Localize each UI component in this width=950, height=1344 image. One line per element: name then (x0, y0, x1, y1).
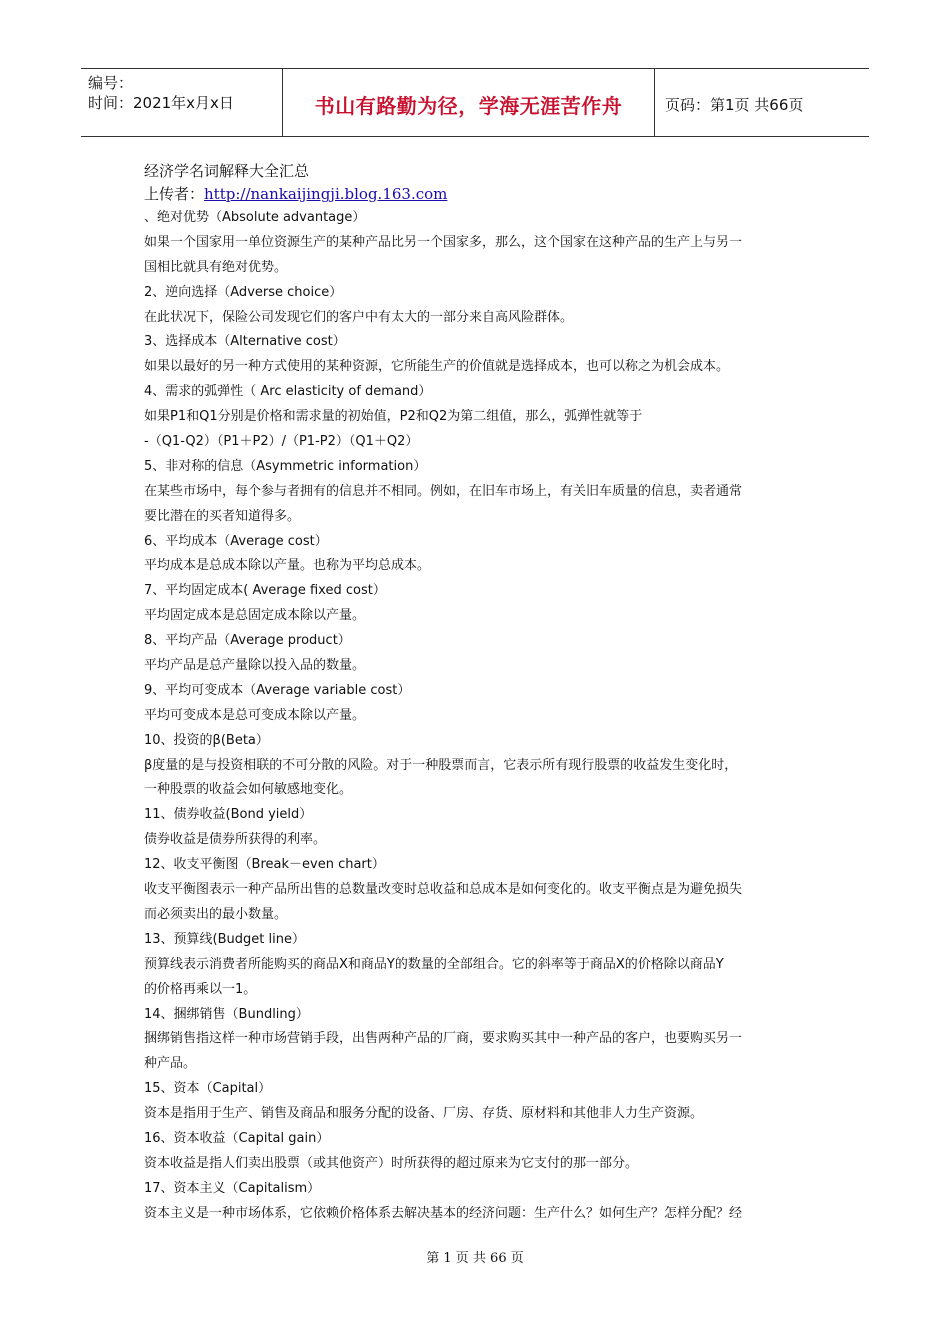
page-number-label: 页码：第1页 共66页 (665, 96, 804, 114)
time-label: 时间：2021年x月x日 (88, 94, 234, 112)
text-line: 捆绑销售指这样一种市场营销手段，出售两种产品的厂商，要求购买其中一种产品的客户，也要购买另一 (144, 1031, 743, 1047)
header-page-cell (655, 69, 869, 136)
text-line: 如果以最好的另一种方式使用的某种资源，它所能生产的价值就是选择成本，也可以称之为机会成本。 (144, 359, 730, 375)
text-line: 10、投资的β(Beta） (144, 732, 269, 748)
text-line: 6、平均成本（Average cost） (144, 533, 328, 549)
text-line: 资本收益是指人们卖出股票（或其他资产）时所获得的超过原来为它支付的那一部分。 (144, 1155, 639, 1171)
text-line: 、绝对优势（Absolute advantage） (144, 210, 366, 225)
entry-list (144, 206, 814, 1227)
text-line: 平均成本是总成本除以产量。也称为平均总成本。 (144, 558, 431, 574)
motto-text: 书山有路勤为径，学海无涯苦作舟 (314, 94, 623, 118)
text-line: 8、平均产品（Average product） (144, 633, 351, 649)
header-meta-cell (81, 69, 283, 136)
text-line: 而必须卖出的最小数量。 (144, 906, 288, 922)
text-line: 在此状况下，保险公司发现它们的客户中有太大的一部分来自高风险群体。 (144, 309, 574, 325)
number-label: 编号： (88, 74, 134, 92)
text-line: 15、资本（Capital） (144, 1081, 272, 1097)
text-line: 2、逆向选择（Adverse choice） (144, 284, 343, 300)
uploader-link[interactable]: http://nankaijingji.blog.163.com (204, 185, 448, 203)
text-line: 在某些市场中，每个参与者拥有的信息并不相同。例如，在旧车市场上，有关旧车质量的信息，卖者通常 (144, 483, 743, 499)
text-line: 如果一个国家用一单位资源生产的某种产品比另一个国家多，那么，这个国家在这种产品的生产上与另一 (144, 234, 743, 250)
document-header (81, 68, 869, 137)
text-line: 种产品。 (144, 1056, 197, 1072)
text-line: 资本主义是一种市场体系，它依赖价格体系去解决基本的经济问题：生产什么？如何生产？怎样分配？经 (144, 1205, 743, 1221)
text-line: 一种股票的收益会如何敏感地变化。 (144, 782, 353, 798)
uploader-label: 上传者： (144, 185, 205, 203)
text-line: 的价格再乘以一1。 (144, 981, 257, 997)
text-line: 平均固定成本是总固定成本除以产量。 (144, 608, 366, 624)
text-line: 如果P1和Q1分别是价格和需求量的初始值，P2和Q2为第二组值，那么，弧弹性就等于 (144, 409, 643, 425)
text-line: 平均可变成本是总可变成本除以产量。 (144, 707, 366, 723)
document-title: 经济学名词解释大全汇总 (144, 162, 310, 180)
text-line: β度量的是与投资相联的不可分散的风险。对于一种股票而言，它表示所有现行股票的收益发生变化时， (144, 757, 738, 773)
header-motto-cell (283, 69, 655, 136)
text-line: 14、捆绑销售（Bundling） (144, 1006, 309, 1022)
page-footer: 第 1 页 共 66 页 (426, 1251, 524, 1266)
text-line: 5、非对称的信息（Asymmetric information） (144, 458, 427, 474)
text-line: 12、收支平衡图（Break－even chart） (144, 857, 385, 873)
text-line: 7、平均固定成本( Average fixed cost） (144, 583, 386, 599)
document-body (144, 160, 814, 1227)
text-line: 3、选择成本（Alternative cost） (144, 334, 346, 350)
text-line: 16、资本收益（Capital gain） (144, 1130, 330, 1146)
text-line: 要比潜在的买者知道得多。 (144, 508, 301, 524)
text-line: 13、预算线(Budget line） (144, 931, 305, 947)
uploader-line (144, 182, 814, 206)
text-line: 平均产品是总产量除以投入品的数量。 (144, 658, 366, 674)
text-line: 预算线表示消费者所能购买的商品X和商品Y的数量的全部组合。它的斜率等于商品X的价格除以商品Y (144, 956, 724, 972)
text-line: -（Q1-Q2）（P1＋P2）/（P1-P2）（Q1＋Q2） (144, 434, 419, 450)
text-line: 17、资本主义（Capitalism） (144, 1180, 321, 1196)
text-line: 9、平均可变成本（Average variable cost） (144, 682, 411, 698)
text-line: 债券收益是债券所获得的利率。 (144, 832, 327, 848)
text-line: 4、需求的弧弹性（ Arc elasticity of demand） (144, 384, 432, 400)
text-line: 收支平衡图表示一种产品所出售的总数量改变时总收益和总成本是如何变化的。收支平衡点是为避免损失 (144, 882, 743, 898)
text-line: 国相比就具有绝对优势。 (144, 259, 288, 275)
text-line: 11、债券收益(Bond yield） (144, 807, 313, 823)
text-line: 资本是指用于生产、销售及商品和服务分配的设备、厂房、存货、原材料和其他非人力生产资源。 (144, 1106, 704, 1122)
